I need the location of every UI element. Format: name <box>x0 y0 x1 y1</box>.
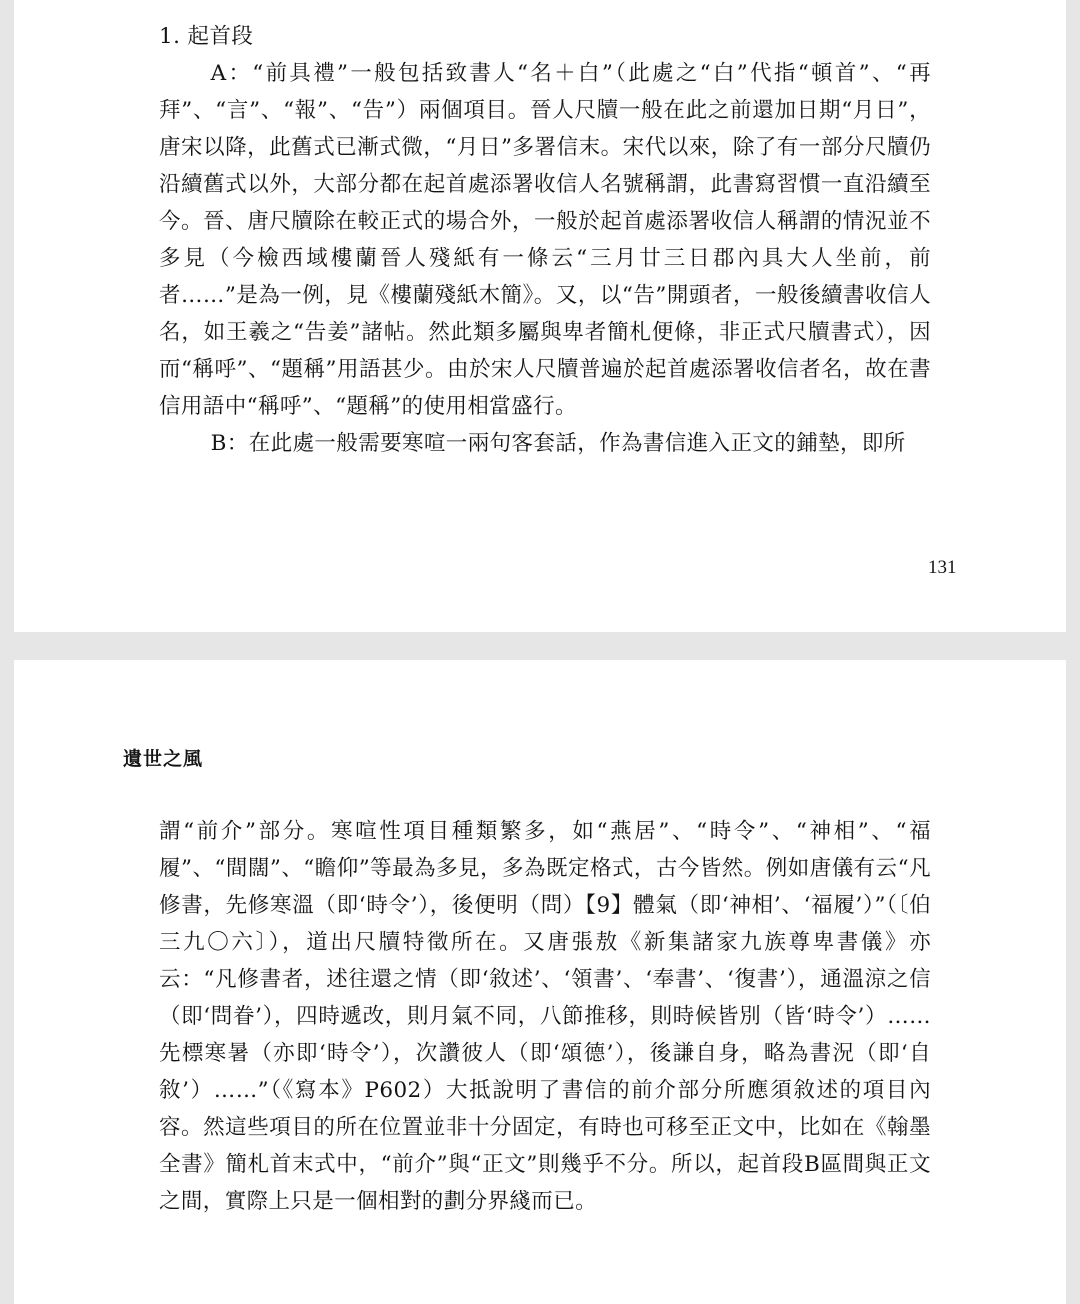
page-131-body <box>159 55 931 462</box>
paragraph-continued: 謂“前介”部分。寒喧性項目種類繁多，如“燕居”、“時令”、“神相”、“福履”、“間闊”、“瞻仰”等最為多見，多為既定格式，古今皆然。例如唐儀有云“凡修書，先修寒溫（即‘時令’），後便明（問）【9】體氣（即‘神相’、‘福履’）”（〔伯三九〇六〕），道出尺牘特徵所在。又唐張敖《新集諸家九族尊卑書儀》亦云：“凡修書者，述往還之情（即‘敘述’、‘領書’、‘奉書’、‘復書’），通溫涼之信（即‘問眷’），四時遞改，則月氣不同，八節推移，則時候皆別（皆‘時令’）……先標寒暑（亦即‘時令’），次讚彼人（即‘頌德’），後謙自身，略為書況（即‘自敘’）……”（《寫本》P602）大抵說明了書信的前介部分所應須敘述的項目內容。然這些項目的所在位置並非十分固定，有時也可移至正文中，比如在《翰墨全書》簡札首末式中，“前介”與“正文”則幾乎不分。所以，起首段B區間與正文之間，實際上只是一個相對的劃分界綫而已。 <box>159 819 931 1214</box>
page-131 <box>14 0 1066 632</box>
running-header: 遺世之風 <box>123 748 204 770</box>
section-title: 1. 起首段 <box>159 24 254 49</box>
page-132 <box>14 660 1066 1304</box>
page-132-body <box>159 813 931 1220</box>
paragraph-a: A：“前具禮”一般包括致書人“名＋白”（此處之“白”代指“頓首”、“再拜”、“言”、“報”、“告”）兩個項目。晉人尺牘一般在此之前還加日期“月日”，唐宋以降，此舊式已漸式微，“月日”多署信末。宋代以來，除了有一部分尺牘仍沿續舊式以外，大部分都在起首處添署收信人名號稱謂，此書寫習慣一直沿續至今。晉、唐尺牘除在較正式的場合外，一般於起首處添署收信人稱謂的情況並不多見（今檢西域樓蘭晉人殘紙有一條云“三月廿三日郡內具大人坐前，前者……”是為一例，見《樓蘭殘紙木簡》。又，以“告”開頭者，一般後續書收信人名，如王羲之“告姜”諸帖。然此類多屬與卑者簡札便條，非正式尺牘書式），因而“稱呼”、“題稱”用語甚少。由於宋人尺牘普遍於起首處添署收信者名，故在書信用語中“稱呼”、“題稱”的使用相當盛行。 <box>159 61 931 419</box>
page-number: 131 <box>928 557 957 578</box>
paragraph-b: B：在此處一般需要寒喧一兩句客套話，作為書信進入正文的鋪墊，即所 <box>210 431 906 456</box>
